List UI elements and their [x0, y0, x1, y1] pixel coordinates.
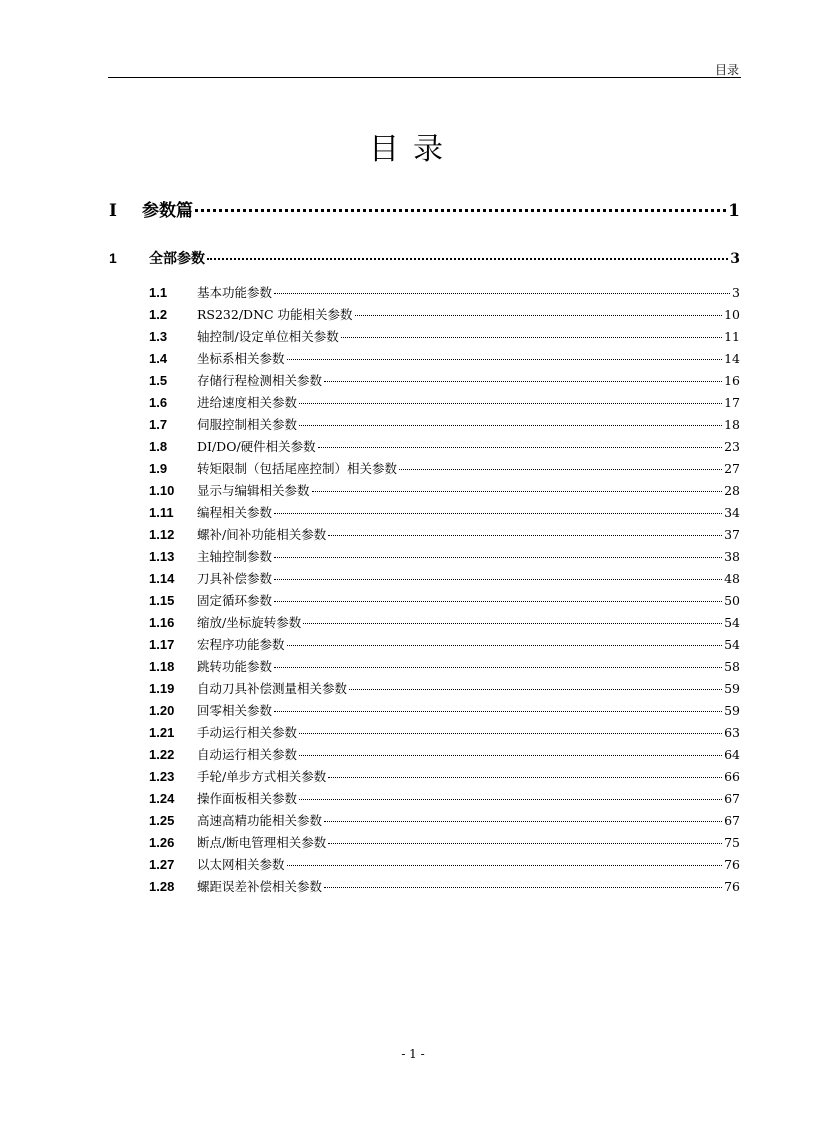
toc-section-title: RS232/DNC 功能相关参数 [197, 307, 353, 322]
toc-leader [274, 711, 722, 712]
toc-section-number: 1.14 [149, 571, 175, 586]
toc-section-number: 1.12 [149, 527, 175, 542]
toc-section-entry[interactable] [149, 327, 740, 349]
page-number: - 1 - [401, 1047, 425, 1061]
toc-section-title: 伺服控制相关参数 [197, 417, 298, 432]
toc-section-entry[interactable] [149, 371, 740, 393]
toc-part-number: I [109, 201, 117, 221]
toc-leader [355, 315, 723, 316]
toc-section-page: 17 [724, 395, 740, 410]
toc-section-entry[interactable] [149, 855, 740, 877]
toc-leader [274, 601, 722, 602]
toc-section-number: 1.7 [149, 417, 168, 432]
toc-section-page: 34 [724, 505, 740, 520]
toc-section-page: 27 [724, 461, 740, 476]
toc-section-title: 高速高精功能相关参数 [197, 813, 323, 828]
toc-leader [287, 359, 723, 360]
toc-section-number: 1.24 [149, 791, 175, 806]
toc-section-number: 1.22 [149, 747, 175, 762]
toc-section-title: 编程相关参数 [197, 505, 273, 520]
toc-section-page: 11 [724, 329, 740, 344]
page-title: 目录 [369, 132, 457, 167]
toc-section-entry[interactable] [149, 393, 740, 415]
toc-section-entry[interactable] [149, 459, 740, 481]
toc-section-title: 进给速度相关参数 [197, 395, 298, 410]
toc-leader [299, 425, 722, 426]
toc-section-number: 1.3 [149, 329, 168, 344]
toc-section-title: 手轮/单步方式相关参数 [197, 769, 327, 784]
toc-section-title: 存储行程检测相关参数 [197, 373, 323, 388]
toc-section-entry[interactable] [149, 283, 740, 305]
toc-section-number: 1.27 [149, 857, 175, 872]
toc-section-title: 自动刀具补偿测量相关参数 [197, 681, 348, 696]
toc-section-title: 自动运行相关参数 [197, 747, 298, 762]
toc-section-title: DI/DO/硬件相关参数 [197, 439, 316, 454]
toc-section-number: 1.2 [149, 307, 168, 322]
toc-leader [299, 755, 722, 756]
toc-section-number: 1.19 [149, 681, 175, 696]
toc-section-title: 显示与编辑相关参数 [197, 483, 310, 498]
toc-section-page: 10 [724, 307, 740, 322]
toc-leader [312, 491, 723, 492]
toc-section-page: 59 [724, 681, 740, 696]
toc-section-entry[interactable] [149, 833, 740, 855]
toc-section-title: 手动运行相关参数 [197, 725, 298, 740]
toc-section-page: 63 [724, 725, 740, 740]
toc-leader [274, 557, 722, 558]
toc-leader [274, 513, 722, 514]
toc-section-entry[interactable] [149, 745, 740, 767]
toc-section-title: 跳转功能参数 [197, 659, 273, 674]
toc-leader [328, 843, 722, 844]
toc-section-entry[interactable] [149, 701, 740, 723]
toc-part-page: 1 [728, 201, 740, 221]
toc-leader [328, 777, 722, 778]
toc-section-title: 宏程序功能参数 [197, 637, 285, 652]
toc-section-title: 坐标系相关参数 [197, 351, 285, 366]
toc-section-page: 54 [724, 637, 740, 652]
toc-section-page: 76 [724, 857, 740, 872]
toc-section-title: 刀具补偿参数 [197, 571, 273, 586]
toc-section-title: 螺距误差补偿相关参数 [197, 879, 323, 894]
toc-section-page: 3 [732, 285, 740, 300]
toc-section-page: 48 [724, 571, 740, 586]
toc-section-page: 67 [724, 791, 740, 806]
toc-section-entry[interactable] [149, 503, 740, 525]
toc-section-title: 断点/断电管理相关参数 [197, 835, 327, 850]
toc-section-title: 基本功能参数 [197, 285, 273, 300]
toc-section-page: 16 [724, 373, 740, 388]
toc-leader [274, 667, 722, 668]
toc-section-number: 1.23 [149, 769, 175, 784]
toc-section-number: 1.8 [149, 439, 168, 454]
toc-section-title: 操作面板相关参数 [197, 791, 298, 806]
toc-section-number: 1.20 [149, 703, 175, 718]
toc-section-entry[interactable] [149, 591, 740, 613]
toc-section-entry[interactable] [149, 569, 740, 591]
toc-section-entry[interactable] [149, 547, 740, 569]
toc-section-entry[interactable] [149, 811, 740, 833]
toc-chapter-title: 全部参数 [149, 251, 205, 267]
toc-section-number: 1.5 [149, 373, 168, 388]
toc-section-number: 1.28 [149, 879, 175, 894]
toc-section-entry[interactable] [149, 349, 740, 371]
toc-section-page: 54 [724, 615, 740, 630]
toc-section-title: 以太网相关参数 [197, 857, 285, 872]
toc-section-title: 转矩限制（包括尾座控制）相关参数 [197, 461, 398, 476]
toc-leader [274, 293, 730, 294]
toc-section-entry[interactable] [149, 635, 740, 657]
toc-chapter-entry[interactable] [109, 248, 740, 268]
toc-section-entry[interactable] [149, 657, 740, 679]
toc-section-entry[interactable] [149, 415, 740, 437]
toc-section-page: 14 [724, 351, 740, 366]
toc-section-title: 回零相关参数 [197, 703, 273, 718]
toc-section-number: 1.17 [149, 637, 175, 652]
toc-section-entry[interactable] [149, 305, 740, 327]
toc-section-number: 1.21 [149, 725, 175, 740]
toc-leader [324, 821, 722, 822]
toc-section-number: 1.18 [149, 659, 175, 674]
toc-section-title: 轴控制/设定单位相关参数 [197, 329, 339, 344]
toc-section-page: 18 [724, 417, 740, 432]
toc-section-page: 28 [724, 483, 740, 498]
toc-leader [299, 799, 722, 800]
toc-section-entry[interactable] [149, 679, 740, 701]
toc-leader [299, 403, 722, 404]
toc-section-title: 螺补/间补功能相关参数 [197, 527, 327, 542]
toc-section-number: 1.6 [149, 395, 168, 410]
toc-leader [399, 469, 722, 470]
toc-leader [195, 209, 726, 212]
toc-chapter-page: 3 [730, 251, 740, 267]
toc-leader [207, 258, 728, 260]
toc-section-page: 64 [724, 747, 740, 762]
toc-section-page: 76 [724, 879, 740, 894]
toc-leader [328, 535, 722, 536]
toc-chapter-number: 1 [109, 250, 117, 266]
toc-leader [318, 447, 722, 448]
toc-section-page: 23 [724, 439, 740, 454]
toc-section-number: 1.10 [149, 483, 175, 498]
toc-section-title: 主轴控制参数 [197, 549, 273, 564]
toc-section-title: 固定循环参数 [197, 593, 273, 608]
toc-section-page: 67 [724, 813, 740, 828]
toc-part-title: 参数篇 [142, 201, 193, 221]
toc-section-entry[interactable] [149, 723, 740, 745]
toc-section-number: 1.25 [149, 813, 175, 828]
toc-section-entry[interactable] [149, 437, 740, 459]
toc-section-page: 66 [724, 769, 740, 784]
toc-section-number: 1.4 [149, 351, 168, 366]
toc-section-number: 1.16 [149, 615, 175, 630]
toc-section-entry[interactable] [149, 877, 740, 899]
toc-section-number: 1.26 [149, 835, 175, 850]
toc-section-entry[interactable] [149, 613, 740, 635]
toc-section-entry[interactable] [149, 789, 740, 811]
toc-section-page: 75 [724, 835, 740, 850]
toc-section-number: 1.13 [149, 549, 175, 564]
toc-section-page: 59 [724, 703, 740, 718]
toc-leader [287, 865, 723, 866]
toc-section-number: 1.9 [149, 461, 168, 476]
toc-section-entry[interactable] [149, 767, 740, 789]
toc-section-page: 38 [724, 549, 740, 564]
toc-leader [349, 689, 722, 690]
running-header: 目录 [714, 63, 739, 77]
toc-part-entry[interactable] [109, 196, 740, 221]
toc-leader [324, 887, 722, 888]
toc-section-number: 1.15 [149, 593, 175, 608]
toc-section-page: 37 [724, 527, 740, 542]
toc-section-entry[interactable] [149, 481, 740, 503]
toc-section-entry[interactable] [149, 525, 740, 547]
toc-section-page: 50 [724, 593, 740, 608]
toc-leader [324, 381, 722, 382]
toc-leader [341, 337, 722, 338]
toc-leader [299, 733, 722, 734]
toc-leader [274, 579, 722, 580]
toc-section-title: 缩放/坐标旋转参数 [197, 615, 302, 630]
toc-section-page: 58 [724, 659, 740, 674]
toc-section-number: 1.1 [149, 285, 168, 300]
toc-section-number: 1.11 [149, 505, 174, 520]
header-divider [108, 77, 741, 78]
toc-leader [303, 623, 722, 624]
toc-leader [287, 645, 723, 646]
